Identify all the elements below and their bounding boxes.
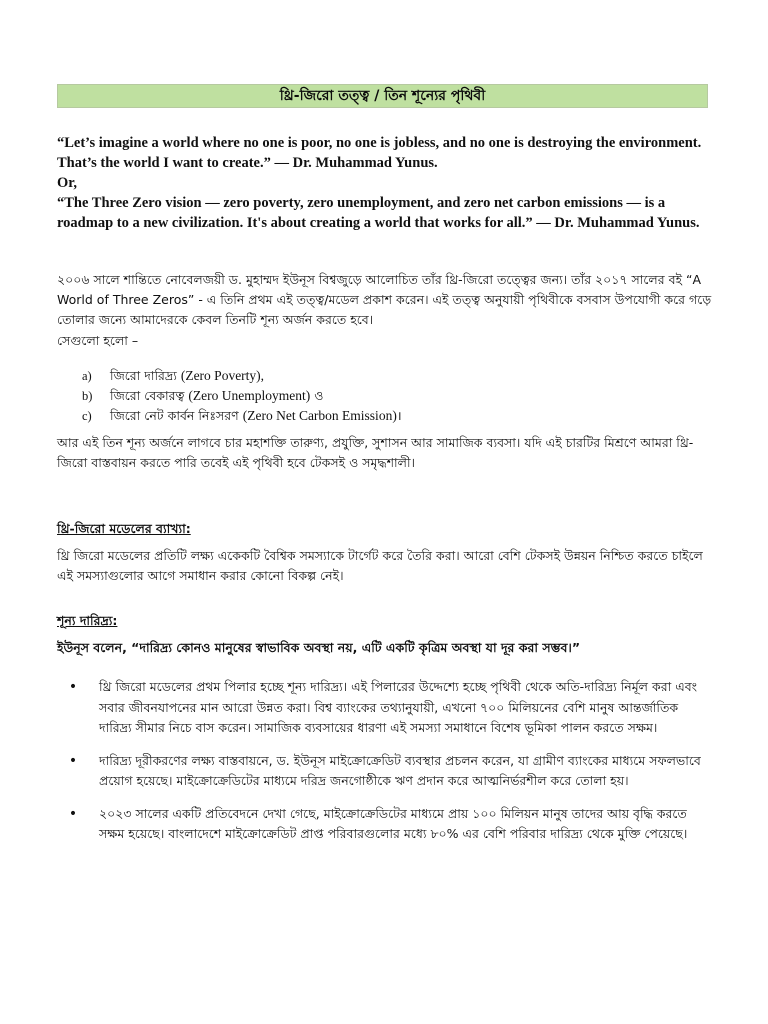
- list-item: [82, 406, 702, 426]
- list-item: [57, 804, 707, 845]
- list-item: [82, 386, 702, 406]
- list-item-en: (Zero Unemployment): [188, 388, 311, 403]
- or-label: Or,: [57, 175, 78, 191]
- bullet-icon: •: [68, 805, 78, 822]
- list-item-bn: জিরো দারিদ্র্য: [110, 368, 177, 383]
- intro-paragraph: ২০০৬ সালে শান্তিতে নোবেলজয়ী ড. মুহাম্মদ ইউনূস বিশ্বজুড়ে আলোচিত তাঁর থ্রি-জিরো তত্ত্বের জন্য। তাঁর ২০১৭ সালের বই “A World of Three Zeros” - এ তিনি প্রথম এই তত্ত্ব/মডেল প্রকাশ করেন। এই তত্ত্ব অনুযায়ী পৃথিবীকে বসবাস উপযোগী করে গড়ে তোলার জন্যে আমাদেরকে কেবল তিনটি শূন্য অর্জন করতে হবে।: [57, 272, 712, 327]
- list-item-suffix: ।: [396, 408, 402, 423]
- list-item-en: (Zero Net Carbon Emission): [242, 408, 397, 423]
- list-item-label: c): [82, 409, 92, 423]
- poverty-bullet-list: [57, 677, 707, 857]
- yunus-poverty-quote: ইউনূস বলেন, “দারিদ্র্য কোনও মানুষের স্বাভাবিক অবস্থা নয়, এটি একটি কৃত্রিম অবস্থা যা দূর করা সম্ভব।”: [57, 640, 581, 655]
- list-item-bn: জিরো বেকারত্ব: [110, 388, 185, 403]
- quote-yunus-1: “Let’s imagine a world where no one is poor, no one is jobless, and no one is destroying the environment. That’s the world I want to create.” — Dr. Muhammad Yunus.: [57, 135, 702, 171]
- three-zeros-list: [82, 366, 702, 426]
- page-title: থ্রি-জিরো তত্ত্ব / তিন শূন্যের পৃথিবী: [57, 84, 708, 108]
- list-intro: সেগুলো হলো –: [57, 333, 139, 348]
- bullet-icon: •: [68, 679, 78, 695]
- list-item-label: a): [82, 369, 92, 383]
- bullet-text: দারিদ্র্য দূরীকরণের লক্ষ্য বাস্তবায়নে, ড. ইউনূস মাইক্রোক্রেডিট ব্যবস্থার প্রচলন করেন, যা গ্রামীণ ব্যাংকের মাধ্যমে সফলভাবে প্রয়োগ হয়েছে। মাইক্রোক্রেডিটের মাধ্যমে দরিদ্র জনগোষ্ঠীকে ঋণ প্রদান করে আত্মনির্ভরশীল করে তোলা হয়।: [99, 752, 701, 788]
- bullet-text: থ্রি জিরো মডেলের প্রথম পিলার হচ্ছে শূন্য দারিদ্র্য। এই পিলারের উদ্দেশ্যে হচ্ছে পৃথিবী থেকে অতি-দারিদ্র্য নির্মূল করা এবং সবার জীবনযাপনের মান আরো উন্নত করা। বিশ্ব ব্যাংকের তথ্যানুযায়ী, এখনো ৭০০ মিলিয়নের বেশি মানুষ আন্তর্জাতিক দারিদ্র্য সীমার নিচে বাস করেন। সামাজিক ব্যবসায়ের ধারণা এই সমস্যা সমাধানে বিশেষ ভূমিকা পালন করতে সক্ষম।: [99, 679, 698, 735]
- zero-poverty-heading: শূন্য দারিদ্র্য:: [57, 613, 118, 628]
- list-item-label: b): [82, 389, 93, 403]
- pillars-paragraph: আর এই তিন শূন্য অর্জনে লাগবে চার মহাশক্তি তারুণ্য, প্রযুক্তি, সুশাসন আর সামাজিক ব্যবসা। যদি এই চারটির মিশ্রণে আমরা থ্রি-জিরো বাস্তবায়ন করতে পারি তবেই এই পৃথিবী হবে টেকসই ও সমৃদ্ধশালী।: [57, 435, 694, 470]
- list-item: [82, 366, 702, 386]
- quote-yunus-2: “The Three Zero vision — zero poverty, zero unemployment, and zero net carbon emissions — is a roadmap to a new civilization. It's about creating a world that works for all.” — Dr. Muhammad Yunus.: [57, 195, 700, 231]
- model-explanation-heading: থ্রি-জিরো মডেলের ব্যাখ্যা:: [57, 521, 191, 536]
- list-item-bn: জিরো নেট কার্বন নিঃসরণ: [110, 408, 239, 423]
- list-item: [57, 751, 707, 792]
- list-item-suffix: ও: [310, 388, 324, 403]
- list-item: [57, 677, 707, 739]
- bullet-text: ২০২৩ সালের একটি প্রতিবেদনে দেখা গেছে, মাইক্রোক্রেডিটের মাধ্যমে প্রায় ১০০ মিলিয়ন মানুষ তাদের আয় বৃদ্ধি করতে সক্ষম হয়েছে। বাংলাদেশে মাইক্রোক্রেডিট প্রাপ্ত পরিবারগুলোর মধ্যে ৮০% এর বেশি পরিবার দারিদ্র্য থেকে মুক্তি পেয়েছে।: [99, 805, 688, 841]
- model-explanation-paragraph: থ্রি জিরো মডেলের প্রতিটি লক্ষ্য একেকটি বৈশ্বিক সমস্যাকে টার্গেট করে তৈরি করা। আরো বেশি টেকসই উন্নয়ন নিশ্চিত করতে চাইলে এই সমস্যাগুলোর আগে সমাধান করার কোনো বিকল্প নেই।: [57, 548, 703, 583]
- list-item-en: (Zero Poverty),: [180, 368, 265, 383]
- bullet-icon: •: [68, 752, 78, 769]
